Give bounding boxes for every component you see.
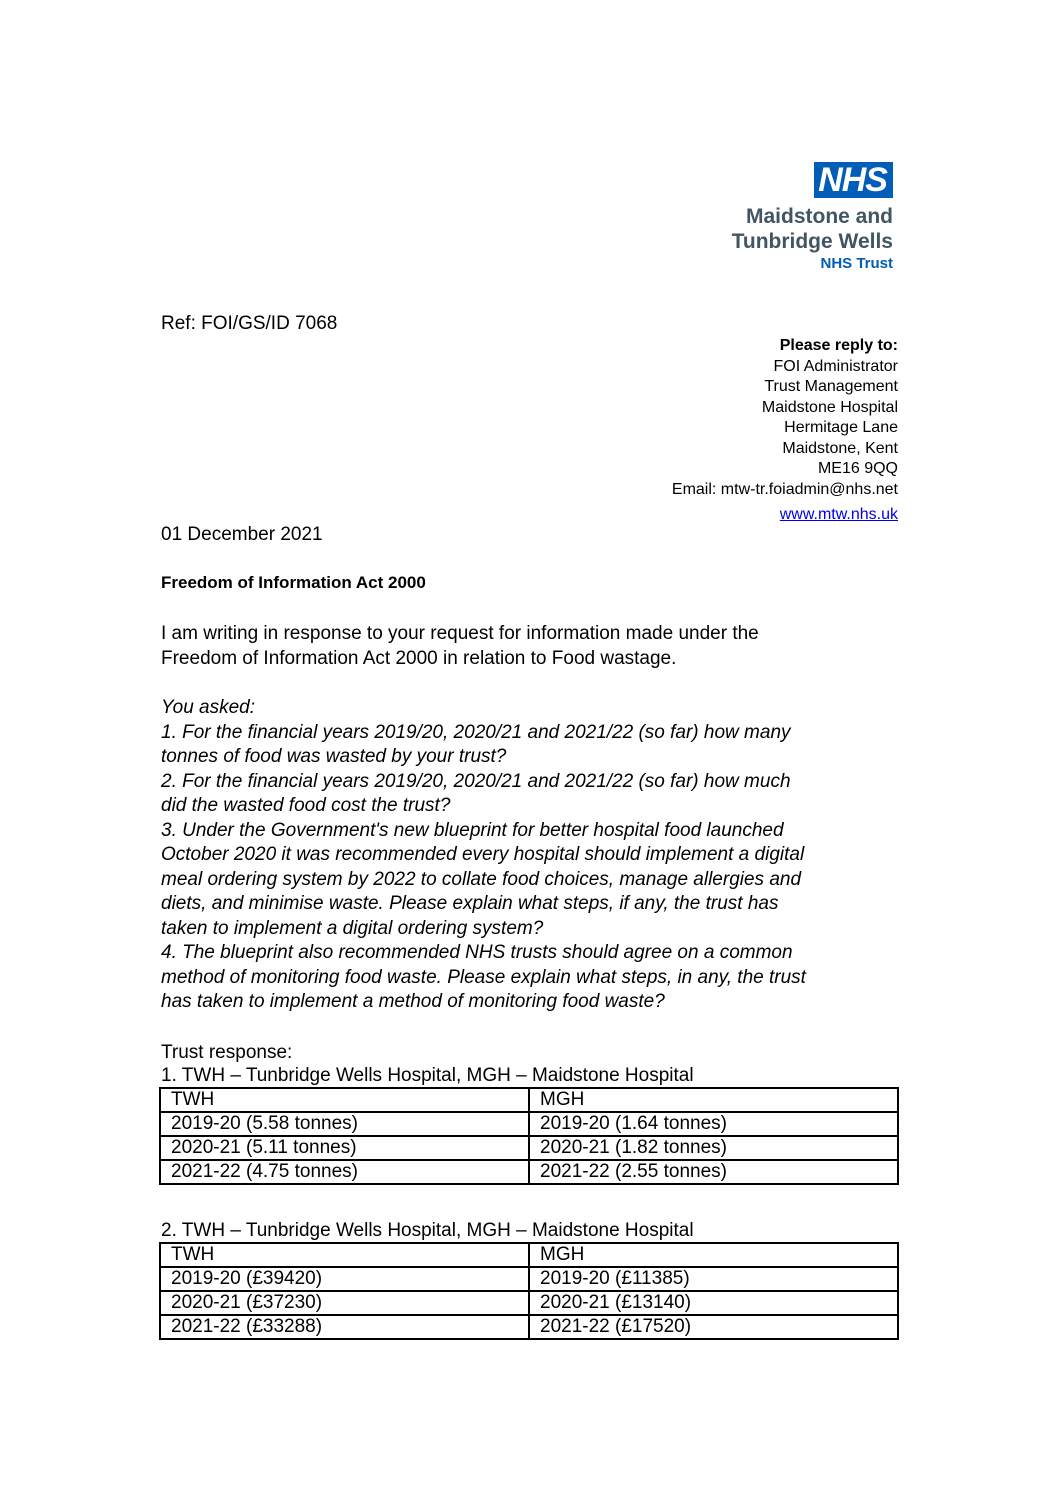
letter-title: Freedom of Information Act 2000 [161,573,426,592]
question-line: 3. Under the Government's new blueprint for better hospital food launched [161,819,784,841]
questions-block [161,696,901,1015]
reply-line: Hermitage Lane [784,419,898,436]
question-line: taken to implement a digital ordering system? [161,917,544,939]
table-cell: 2019-20 (£11385) [529,1267,898,1291]
table-cell: MGH [529,1088,898,1112]
question-line: did the wasted food cost the trust? [161,795,451,816]
table-row [160,1088,898,1112]
question-line: 2. For the financial years 2019/20, 2020/21 and 2021/22 (so far) how much [161,770,791,792]
table-1-caption: 1. TWH – Tunbridge Wells Hospital, MGH – Maidstone Hospital [161,1065,694,1086]
table-row [160,1315,898,1339]
intro-line: Freedom of Information Act 2000 in relation to Food wastage. [161,647,677,669]
reply-email: Email: mtw-tr.foiadmin@nhs.net [671,480,898,498]
question-line: method of monitoring food waste. Please explain what steps, in any, the trust [161,966,806,988]
question-line: tonnes of food was wasted by your trust? [161,746,507,767]
nhs-logo-mark: NHS [814,162,893,198]
table-cell: 2020-21 (5.11 tonnes) [160,1136,529,1160]
reply-line: Trust Management [764,378,898,395]
logo-line-2: Tunbridge Wells [731,230,893,253]
question-line: diets, and minimise waste. Please explain what steps, if any, the trust has [161,893,779,914]
table-row [160,1267,898,1291]
table-cell: 2020-21 (£13140) [529,1291,898,1315]
reply-line: FOI Administrator [773,357,898,375]
reply-heading: Please reply to: [779,337,898,354]
table-2-caption: 2. TWH – Tunbridge Wells Hospital, MGH – Maidstone Hospital [161,1220,694,1241]
logo-line-3: NHS Trust [820,255,893,272]
food-waste-cost-table [159,1242,899,1340]
website-link[interactable]: www.mtw.nhs.uk [779,506,898,523]
table-cell: 2020-21 (1.82 tonnes) [529,1136,898,1160]
table-row [160,1243,898,1267]
intro-paragraph [161,622,901,671]
question-line: meal ordering system by 2022 to collate food choices, manage allergies and [161,868,802,890]
question-line: 1. For the financial years 2019/20, 2020/21 and 2021/22 (so far) how many [161,721,791,743]
question-line: has taken to implement a method of monitoring food waste? [161,991,665,1012]
table-cell: 2021-22 (2.55 tonnes) [529,1160,898,1184]
reply-address-block [672,336,898,526]
reply-line: Maidstone, Kent [782,439,898,457]
table-row [160,1112,898,1136]
table-cell: TWH [160,1243,529,1267]
table-cell: 2021-22 (£33288) [160,1315,529,1339]
table-cell: MGH [529,1243,898,1267]
reference-number: Ref: FOI/GS/ID 7068 [161,313,338,334]
question-line: October 2020 it was recommended every hospital should implement a digital [161,844,805,865]
questions-heading: You asked: [161,697,256,718]
table-cell: 2019-20 (£39420) [160,1267,529,1291]
question-line: 4. The blueprint also recommended NHS trusts should agree on a common [161,942,793,963]
nhs-trust-logo [732,162,893,274]
table-cell: 2021-22 (4.75 tonnes) [160,1160,529,1184]
food-waste-tonnes-table [159,1087,899,1185]
table-cell: 2019-20 (5.58 tonnes) [160,1112,529,1136]
reply-line: Maidstone Hospital [761,398,898,416]
table-cell: 2019-20 (1.64 tonnes) [529,1112,898,1136]
table-row [160,1160,898,1184]
response-heading: Trust response: [161,1042,293,1063]
intro-line: I am writing in response to your request for information made under the [161,623,759,644]
table-row [160,1136,898,1160]
letter-date: 01 December 2021 [161,524,323,545]
table-cell: 2020-21 (£37230) [160,1291,529,1315]
table-cell: TWH [160,1088,529,1112]
logo-line-1: Maidstone and [745,205,893,228]
table-cell: 2021-22 (£17520) [529,1315,898,1339]
table-row [160,1291,898,1315]
reply-line: ME16 9QQ [817,460,898,477]
